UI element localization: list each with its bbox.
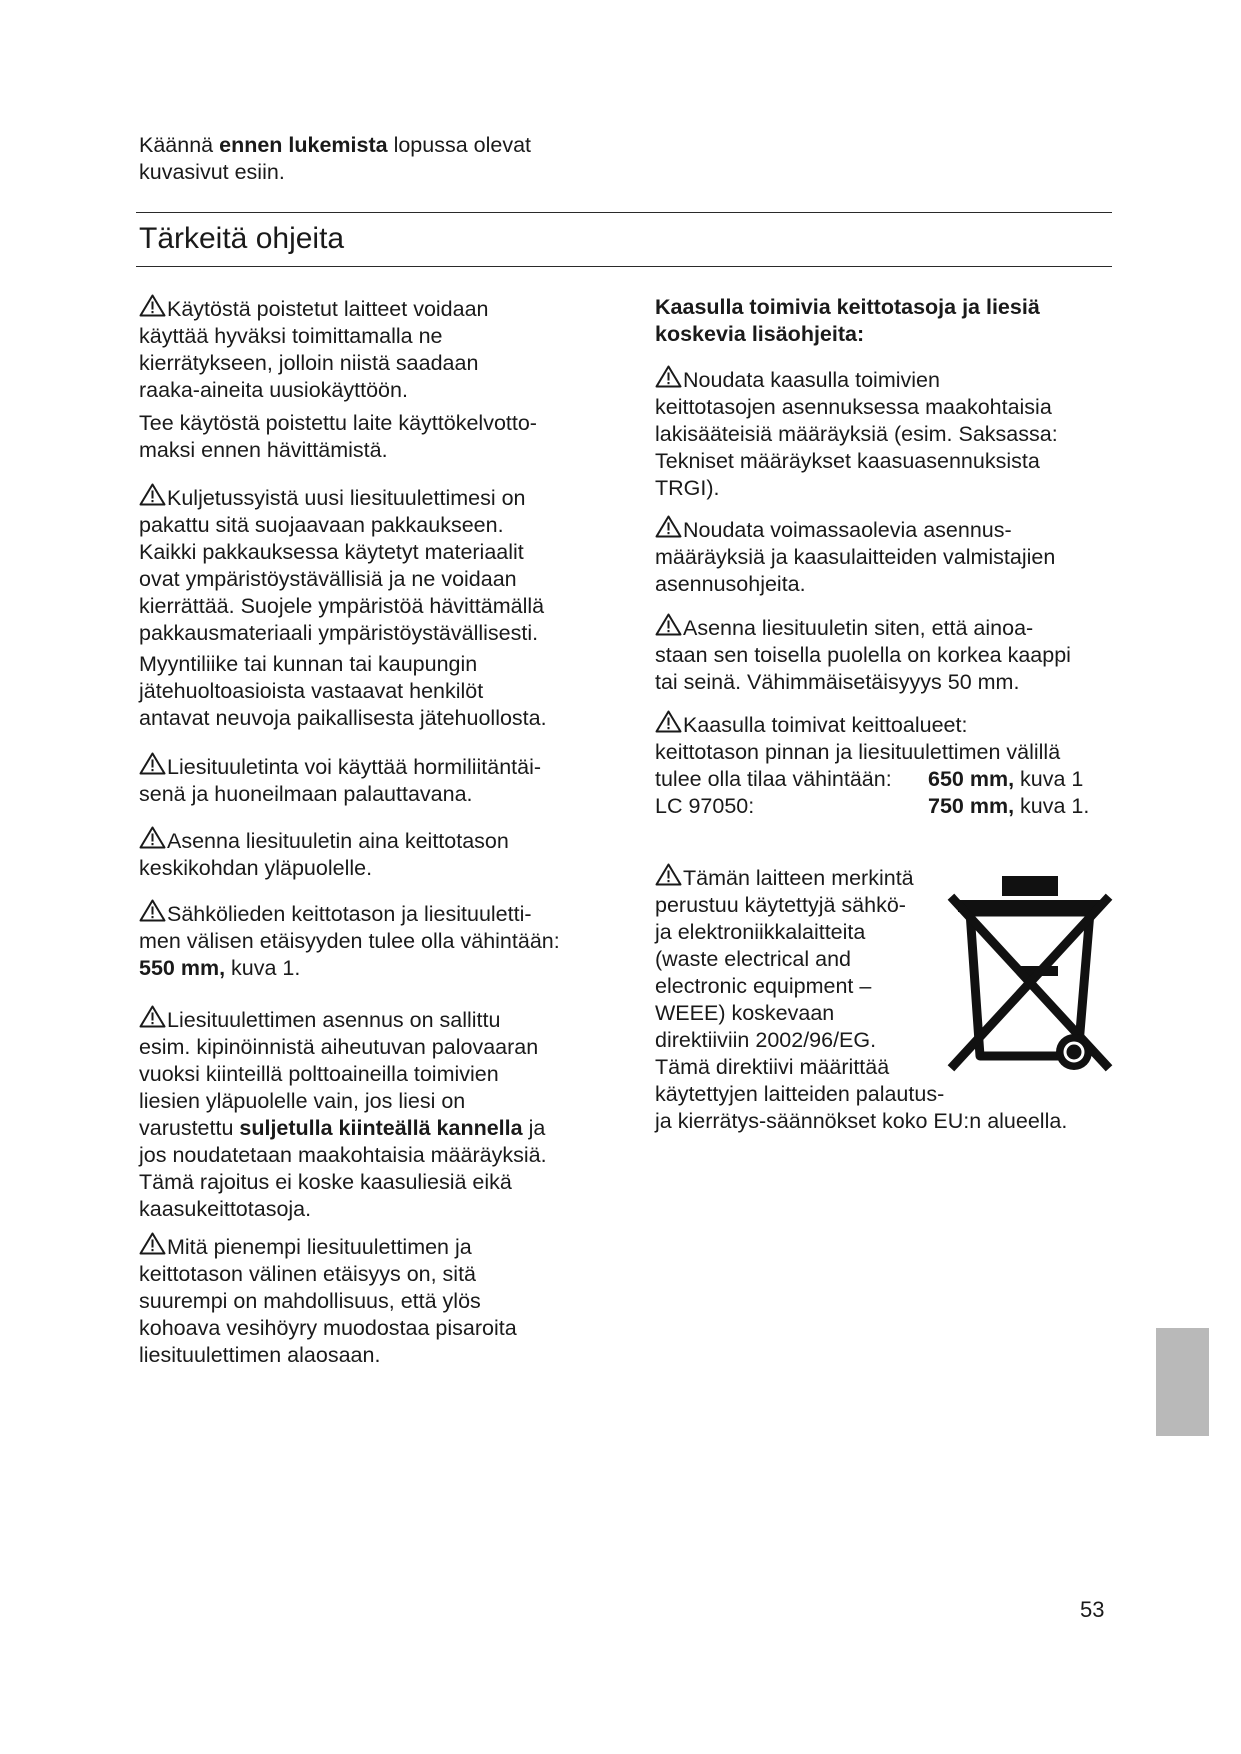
- left-paragraph-2: Tee käytöstä poistettu laite käyttökelvotto- maksi ennen hävittämistä.: [139, 411, 537, 462]
- bottom-rule: [136, 266, 1112, 267]
- chapter-side-tab: [1156, 1328, 1209, 1436]
- warning-triangle-icon: [139, 752, 166, 775]
- right-paragraph-2: Noudata voimassaolevia asennus- määräyksiä ja kaasulaitteiden valmistajien asennusohjeita.: [655, 515, 1055, 598]
- left-paragraph-3: Kuljetussyistä uusi liesituulettimesi on pakattu sitä suojaavaan pakkaukseen. Kaikki pakkauksessa käytetyt materiaalit ovat ympäristöystävällisiä ja ne voidaan kierrättää. Suojele ympäristöä hävittämällä pakkausmateriaali ympäristöystävällisesti.: [139, 483, 544, 647]
- warning-triangle-icon: [139, 1005, 166, 1028]
- left-paragraph-8: Liesituulettimen asennus on sallittu esim. kipinöinnistä aiheutuvan palovaaran vuoksi kiinteillä polttoaineilla toimivien liesien yläpuolelle vain, jos liesi on varustettu suljetulla kiinteällä kannella ja jos noudatetaan maakohtaisia määräyksiä. Tämä rajoitus ei koske kaasuliesiä eikä kaasukeittotasoja.: [139, 1005, 547, 1223]
- left-paragraph-4: Myyntiliike tai kunnan tai kaupungin jätehuoltoasioista vastaavat henkilöt antavat neuvoja paikallisesta jätehuollosta.: [139, 652, 547, 730]
- warning-triangle-icon: [655, 710, 682, 733]
- warning-triangle-icon: [139, 1232, 166, 1255]
- left-paragraph-6: Asenna liesituuletin aina keittotason keskikohdan yläpuolelle.: [139, 826, 509, 882]
- right-heading: Kaasulla toimivia keittotasoja ja liesiä koskevia lisäohjeita:: [655, 295, 1040, 346]
- intro-text: Käännä ennen lukemista lopussa olevat kuvasivut esiin.: [139, 133, 532, 184]
- warning-triangle-icon: [655, 863, 682, 886]
- warning-triangle-icon: [655, 515, 682, 538]
- gas-distance-row: tulee olla tilaa vähintään: 650 mm, kuva 1: [655, 767, 1084, 791]
- right-paragraph-3: Asenna liesituuletin siten, että ainoa- staan sen toisella puolella on korkea kaappi tai seinä. Vähimmäisetäisyyys 50 mm.: [655, 613, 1071, 696]
- top-rule: [136, 212, 1112, 213]
- left-paragraph-9: Mitä pienempi liesituulettimen ja keittotason välinen etäisyys on, sitä suurempi on mahdollisuus, että ylös kohoava vesihöyry muodostaa pisaroita liesituulettimen alaosaan.: [139, 1232, 517, 1369]
- warning-triangle-icon: [655, 613, 682, 636]
- left-paragraph-7: Sähkölieden keittotason ja liesituuletti- men välisen etäisyyden tulee olla vähintään: 550 mm, kuva 1.: [139, 899, 560, 982]
- left-paragraph-5: Liesituuletinta voi käyttää hormiliitäntäi- senä ja huoneilmaan palauttavana.: [139, 752, 541, 808]
- warning-triangle-icon: [655, 365, 682, 388]
- right-paragraph-1: Noudata kaasulla toimivien keittotasojen asennuksessa maakohtaisia lakisääteisiä määräyksiä (esim. Saksassa: Tekniset määräykset kaasuasennuksista TRGI).: [655, 365, 1058, 502]
- warning-triangle-icon: [139, 899, 166, 922]
- section-title: Tärkeitä ohjeita: [139, 222, 345, 255]
- crossed-out-wheelie-bin-icon: [946, 860, 1114, 1082]
- lc97050-distance-row: LC 97050: 750 mm, kuva 1.: [655, 794, 1090, 818]
- warning-triangle-icon: [139, 483, 166, 506]
- right-paragraph-4: Kaasulla toimivat keittoalueet: keittotason pinnan ja liesituulettimen välillä tulee olla tilaa vähintään: 650 mm, kuva 1 LC 97050: 750 mm, kuva 1.: [655, 710, 1115, 820]
- page-number: 53: [1080, 1597, 1105, 1622]
- left-paragraph-1: Käytöstä poistetut laitteet voidaan käyttää hyväksi toimittamalla ne kierrätykseen, jolloin niistä saadaan raaka-aineita uusiokäyttöön.: [139, 294, 489, 404]
- warning-triangle-icon: [139, 294, 166, 317]
- warning-triangle-icon: [139, 826, 166, 849]
- right-paragraph-5: Tämän laitteen merkintä perustuu käytettyjä sähkö- ja elektroniikkalaitteita (waste electrical and electronic equipment – WEEE) koskevaan direktiiviin 2002/96/EG. Tämä direktiivi määrittää käytettyjen laitteiden palautus- ja kierrätys-säännökset koko EU:n alueella.: [655, 863, 1067, 1135]
